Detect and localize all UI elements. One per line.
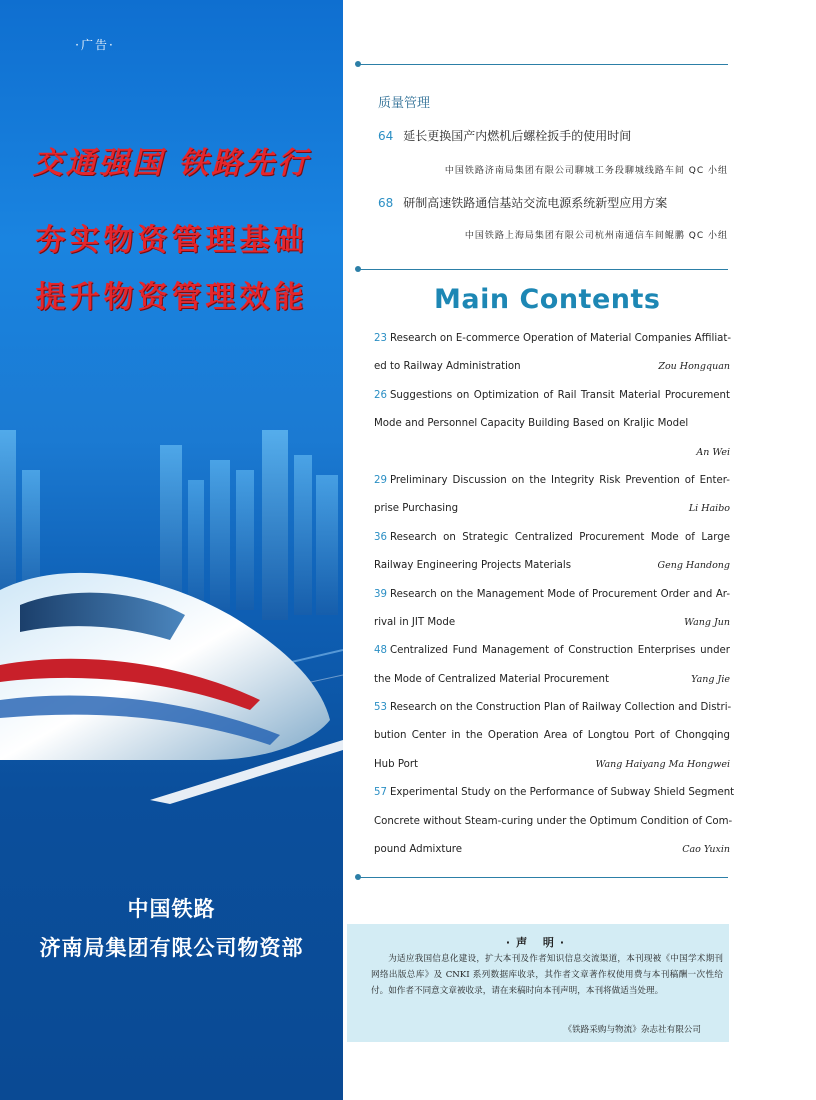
notice-title: ·声 明· [505,936,571,949]
article-title: ed to Railway Administration [374,361,521,373]
article-author: Cao Yuxin [682,844,730,856]
page-number: 48 [374,645,387,657]
slogan-line-1: 夯实物资管理基础 [35,223,308,258]
company-name-line-2: 济南局集团有限公司物资部 [39,936,304,960]
page-number: 36 [374,531,387,543]
article-title: Research on Strategic Centralized Procurement Mode of Large [389,531,730,543]
page-number: 23 [374,333,387,344]
page-number: 39 [374,588,387,600]
contents-item-line [374,495,730,523]
contents-item[interactable] [374,325,730,353]
contents-item[interactable] [374,637,730,665]
advertisement-panel [0,0,343,1100]
article-author: 中国铁路上海局集团有限公司杭州南通信车间鲲鹏 QC 小组 [464,231,728,241]
article-title: Mode and Personnel Capacity Building Based on Kraljic Model [374,418,689,430]
notice-signature: 《铁路采购与物流》杂志社有限公司 [563,1025,701,1035]
contents-item-line [374,609,730,637]
article-title: the Mode of Centralized Material Procurement [374,673,609,685]
main-contents-title: Main Contents [434,284,661,315]
contents-item[interactable] [378,194,667,211]
article-author: Wang Jun [684,616,730,628]
article-author: Zou Hongquan [658,361,730,373]
article-title: Experimental Study on the Performance of Subway Shield Segment [389,787,735,799]
article-title: Hub Port [374,758,419,770]
article-title: Research on E-commerce Operation of Material Companies Affiliat- [389,333,732,344]
bottom-rule [358,877,728,878]
article-title: Research on the Construction Plan of Railway Collection and Distri- [389,702,732,714]
article-author: An Wei [696,446,730,458]
article-title: 研制高速铁路通信基站交流电源系统新型应用方案 [403,196,668,210]
article-title: 延长更换国产内燃机后螺栓扳手的使用时间 [403,129,632,143]
article-title: Centralized Fund Management of Construction Enterprises under [389,645,730,657]
contents-item-line [374,410,730,438]
article-title: bution Center in the Operation Area of Longtou Port of Chongqing [374,730,730,742]
contents-item-line [374,439,730,467]
article-title: Railway Engineering Projects Materials [374,560,572,572]
copyright-notice [347,924,729,1042]
contents-item-line [374,552,730,580]
contents-item-line [374,666,730,694]
article-title: rival in JIT Mode [374,616,456,628]
contents-item[interactable] [374,581,730,609]
contents-item[interactable] [374,382,730,410]
contents-item[interactable] [378,127,631,144]
high-speed-train-illustration [0,400,343,820]
page-number: 64 [378,129,394,143]
page-number: 26 [374,389,387,401]
slogan-line-2: 提升物资管理效能 [35,280,308,315]
contents-item-line [374,836,730,864]
page-number: 53 [374,702,387,714]
article-title: Preliminary Discussion on the Integrity Risk Prevention of Enter- [389,474,730,486]
article-title: Concrete without Steam-curing under the Optimum Condition of Com- [374,815,733,827]
contents-item-line [374,353,730,381]
article-author: Li Haibo [688,503,730,515]
article-title: Research on the Management Mode of Procurement Order and Ar- [389,588,730,600]
contents-item-line [374,751,730,779]
top-rule [358,64,728,65]
contents-item[interactable] [374,694,730,722]
article-title: Suggestions on Optimization of Rail Transit Material Procurement [389,389,730,401]
notice-body: 为适应我国信息化建设，扩大本刊及作者知识信息交流渠道，本刊现被《中国学术期刊网络出版总库》及 CNKI 系列数据库收录，其作者文章著作权使用费与本刊稿酬一次性给付。如作者不同意文章被收录，请在来稿时向本刊声明，本刊将做适当处理。 [371,954,723,996]
contents-item[interactable] [374,467,730,495]
article-author: 中国铁路济南局集团有限公司聊城工务段聊城线路车间 QC 小组 [444,166,728,176]
article-author: Geng Handong [657,560,730,572]
article-author: Wang Haiyang Ma Hongwei [595,758,730,770]
company-name-line-1: 中国铁路 [127,897,216,921]
contents-item-line [374,808,733,836]
slogan-headline: 交通强国 铁路先行 [32,146,311,181]
contents-item[interactable] [374,524,730,552]
contents-item[interactable] [374,779,735,807]
article-author: Yang Jie [691,673,730,685]
contents-list [374,325,735,864]
article-title: pound Admixture [374,844,463,856]
middle-rule [358,269,728,270]
article-title: prise Purchasing [374,503,459,515]
ad-tag: ·广告· [75,38,115,52]
page-number: 57 [374,787,387,799]
page-number: 29 [374,474,387,486]
contents-item-line [374,722,730,750]
page-number: 68 [378,196,394,210]
section-title-quality: 质量管理 [378,96,431,111]
